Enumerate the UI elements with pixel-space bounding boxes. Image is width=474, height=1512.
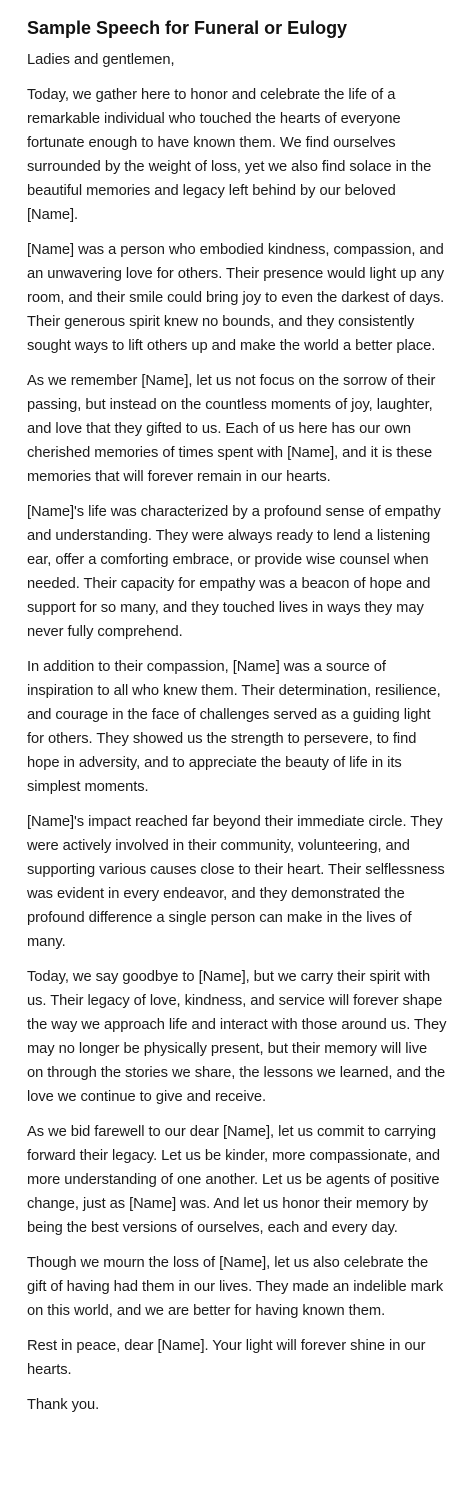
paragraph-legacy: As we bid farewell to our dear [Name], let us commit to carrying forward their legacy. Let us be kinder, more compassionate, and more understanding of one another. Let us be agents of positive change, just as [Name] was. And let us honor their memory by being the best versions of ourselves, each and every day. — [27, 1124, 440, 1236]
document — [27, 16, 447, 1428]
paragraph-inspiration: In addition to their compassion, [Name] was a source of inspiration to all who knew them. Their determination, resilience, and courage in the face of challenges served as a guiding light for others. They showed us the strength to persevere, to find hope in adversity, and to appreciate the beauty of life in its simplest moments. — [27, 659, 441, 795]
paragraph-empathy: [Name]'s life was characterized by a profound sense of empathy and understanding. They were always ready to lend a listening ear, offer a comforting embrace, or provide wise counsel when needed. Their capacity for empathy was a beacon of hope and support for so many, and they touched lives in ways they may never fully comprehend. — [27, 504, 441, 640]
paragraph-celebrate: Though we mourn the loss of [Name], let us also celebrate the gift of having had them in our lives. They made an indelible mark on this world, and we are better for having known them. — [27, 1255, 444, 1319]
paragraph-rest-in-peace: Rest in peace, dear [Name]. Your light will forever shine in our hearts. — [27, 1338, 426, 1378]
paragraph-closing: Thank you. — [27, 1397, 100, 1413]
paragraph-memories: As we remember [Name], let us not focus on the sorrow of their passing, but instead on the countless moments of joy, laughter, and love that they gifted to us. Each of us here has our own cherished memories of times spent with [Name], and it is these memories that will forever remain in our hearts. — [27, 373, 436, 485]
paragraph-impact: [Name]'s impact reached far beyond their immediate circle. They were actively involved in their community, volunteering, and supporting various causes close to their heart. Their selflessness was evident in every endeavor, and they demonstrated the profound difference a single person can make in the lives of many. — [27, 814, 445, 950]
paragraph-introduction: Today, we gather here to honor and celebrate the life of a remarkable individual who touched the hearts of everyone fortunate enough to have known them. We find ourselves surrounded by the weight of loss, yet we also find solace in the beautiful memories and legacy left behind by our beloved [Name]. — [27, 87, 432, 223]
paragraph-greeting: Ladies and gentlemen, — [27, 52, 175, 68]
document-title: Sample Speech for Funeral or Eulogy — [27, 18, 348, 38]
paragraph-character: [Name] was a person who embodied kindness, compassion, and an unwavering love for others. Their presence would light up any room, and their smile could bring joy to even the darkest of days. Their generous spirit knew no bounds, and they consistently sought ways to lift others up and make the world a better place. — [27, 242, 445, 354]
paragraph-goodbye: Today, we say goodbye to [Name], but we carry their spirit with us. Their legacy of love, kindness, and service will forever shape the way we approach life and interact with those around us. They may no longer be physically present, but their memory will live on through the stories we share, the lessons we learned, and the love we continue to give and receive. — [27, 969, 447, 1105]
